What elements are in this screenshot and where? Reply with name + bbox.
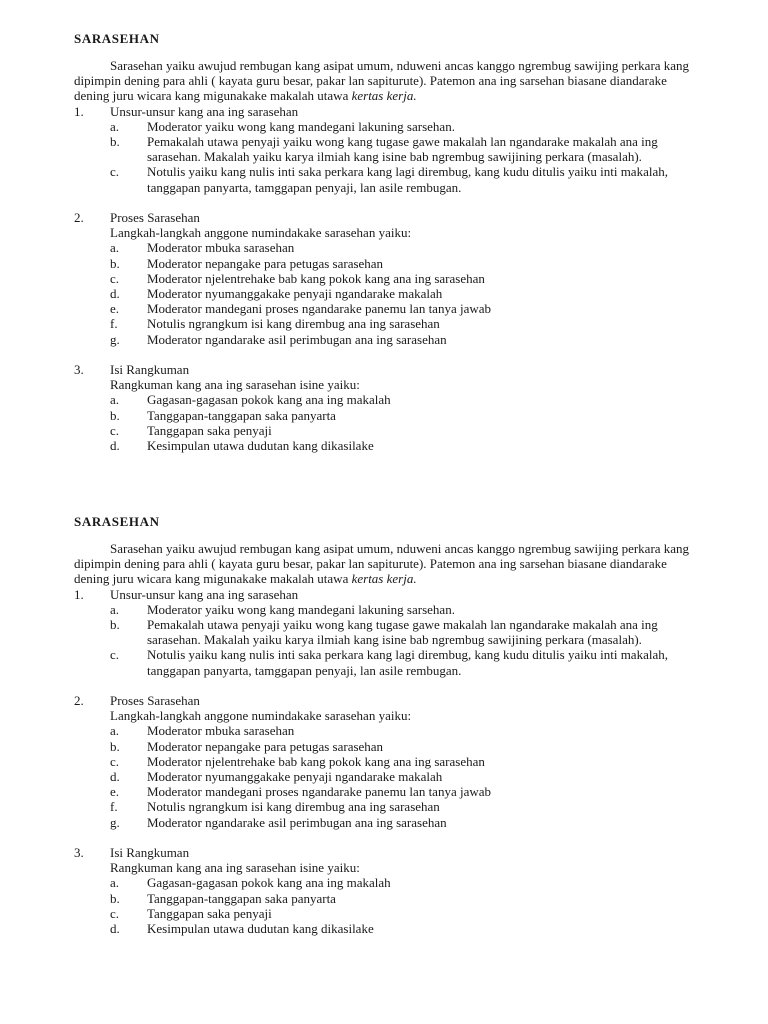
item-letter: c.	[110, 905, 120, 921]
list-item	[110, 891, 696, 906]
item-letter: d.	[110, 769, 120, 785]
list-item	[110, 739, 696, 754]
section-lead-text: Rangkuman kang ana ing sarasehan isine yaiku:	[110, 377, 360, 393]
document-title: SARASEHAN	[74, 31, 160, 46]
item-text: Notulis ngrangkum isi kang dirembug ana ing sarasehan	[147, 316, 440, 332]
section-heading	[74, 104, 696, 119]
list-item	[110, 602, 696, 617]
list-item	[110, 134, 696, 164]
item-letter: a.	[110, 118, 120, 134]
item-text: Notulis yaiku kang nulis inti saka perkara kang lagi dirembug, kang kudu ditulis yaiku inti makalah, tanggapan panyarta, tamggapan penyaji, lan asile rembugan.	[147, 164, 668, 195]
item-text: Moderator nepangake para petugas sarasehan	[147, 255, 384, 271]
section-title: Proses Sarasehan	[110, 693, 200, 709]
section-heading	[74, 210, 696, 225]
lettered-list	[74, 875, 696, 936]
numbered-section	[74, 587, 696, 678]
item-letter: b.	[110, 890, 120, 906]
item-text: Moderator mbuka sarasehan	[147, 723, 295, 739]
list-item	[110, 240, 696, 255]
document-title: SARASEHAN	[74, 514, 160, 529]
item-text: Tanggapan saka penyaji	[147, 905, 272, 921]
section-lead-text: Langkah-langkah anggone numindakake sarasehan yaiku:	[110, 708, 412, 724]
list-item	[110, 164, 696, 194]
item-letter: a.	[110, 240, 120, 256]
list-item	[110, 119, 696, 134]
item-letter: g.	[110, 331, 120, 347]
item-letter: a.	[110, 723, 120, 739]
list-item	[110, 286, 696, 301]
section-title: Isi Rangkuman	[110, 845, 190, 861]
numbered-section	[74, 693, 696, 830]
intro-paragraph	[74, 541, 696, 587]
list-item	[110, 815, 696, 830]
item-text: Moderator njelentrehake bab kang pokok kang ana ing sarasehan	[147, 753, 485, 769]
item-letter: g.	[110, 814, 120, 830]
numbered-section	[74, 845, 696, 936]
intro-italic-text: kertas kerja.	[351, 571, 417, 587]
list-item	[110, 875, 696, 890]
item-letter: b.	[110, 407, 120, 423]
item-text: Tanggapan-tanggapan saka panyarta	[147, 407, 336, 423]
item-letter: c.	[110, 270, 120, 286]
section-title: Isi Rangkuman	[110, 362, 190, 378]
article-block	[74, 514, 696, 936]
list-item	[110, 754, 696, 769]
intro-italic-text: kertas kerja.	[351, 88, 417, 104]
item-letter: f.	[110, 316, 118, 332]
section-heading	[74, 362, 696, 377]
section-title: Proses Sarasehan	[110, 210, 200, 226]
item-text: Pemakalah utawa penyaji yaiku wong kang tugase gawe makalah lan ngandarake makalah ana ing sarasehan. Makalah yaiku karya ilmiah kang isine bab ngrembug sawijining perkara (masalah).	[147, 134, 658, 165]
item-letter: c.	[110, 422, 120, 438]
item-text: Moderator mandegani proses ngandarake panemu lan tanya jawab	[147, 301, 492, 317]
item-text: Moderator mandegani proses ngandarake panemu lan tanya jawab	[147, 784, 492, 800]
item-letter: c.	[110, 753, 120, 769]
item-letter: b.	[110, 255, 120, 271]
section-lead-text: Rangkuman kang ana ing sarasehan isine yaiku:	[110, 860, 360, 876]
list-item	[110, 647, 696, 677]
list-item	[110, 271, 696, 286]
section-list	[74, 104, 696, 454]
list-item	[110, 301, 696, 316]
item-text: Kesimpulan utawa dudutan kang dikasilake	[147, 438, 374, 454]
item-letter: c.	[110, 164, 120, 180]
list-item	[110, 617, 696, 647]
section-number: 1.	[74, 103, 84, 119]
item-text: Gagasan-gagasan pokok kang ana ing makalah	[147, 875, 391, 891]
item-letter: a.	[110, 875, 120, 891]
item-letter: a.	[110, 392, 120, 408]
item-letter: f.	[110, 799, 118, 815]
section-title: Unsur-unsur kang ana ing sarasehan	[110, 586, 299, 602]
item-letter: c.	[110, 647, 120, 663]
item-text: Notulis ngrangkum isi kang dirembug ana ing sarasehan	[147, 799, 440, 815]
list-item	[110, 392, 696, 407]
item-text: Moderator njelentrehake bab kang pokok kang ana ing sarasehan	[147, 270, 485, 286]
section-number: 3.	[74, 845, 84, 861]
item-letter: d.	[110, 921, 120, 937]
item-text: Moderator nepangake para petugas sarasehan	[147, 738, 384, 754]
list-item	[110, 723, 696, 738]
article-block	[74, 31, 696, 453]
item-text: Pemakalah utawa penyaji yaiku wong kang tugase gawe makalah lan ngandarake makalah ana ing sarasehan. Makalah yaiku karya ilmiah kang isine bab ngrembug sawijining perkara (masalah).	[147, 617, 658, 648]
list-item	[110, 408, 696, 423]
item-text: Moderator yaiku wong kang mandegani lakuning sarsehan.	[147, 601, 455, 617]
lettered-list	[74, 392, 696, 453]
item-text: Moderator nyumanggakake penyaji ngandarake makalah	[147, 286, 443, 302]
item-letter: e.	[110, 784, 120, 800]
item-letter: a.	[110, 601, 120, 617]
item-text: Moderator nyumanggakake penyaji ngandarake makalah	[147, 769, 443, 785]
numbered-section	[74, 210, 696, 347]
item-letter: e.	[110, 301, 120, 317]
numbered-section	[74, 104, 696, 195]
item-text: Notulis yaiku kang nulis inti saka perkara kang lagi dirembug, kang kudu ditulis yaiku inti makalah, tanggapan panyarta, tamggapan penyaji, lan asile rembugan.	[147, 647, 668, 678]
item-text: Moderator yaiku wong kang mandegani lakuning sarsehan.	[147, 118, 455, 134]
list-item	[110, 921, 696, 936]
list-item	[110, 316, 696, 331]
list-item	[110, 769, 696, 784]
section-number: 3.	[74, 362, 84, 378]
item-text: Tanggapan-tanggapan saka panyarta	[147, 890, 336, 906]
list-item	[110, 784, 696, 799]
intro-paragraph	[74, 58, 696, 104]
lettered-list	[74, 723, 696, 829]
lettered-list	[74, 240, 696, 346]
section-heading	[74, 587, 696, 602]
list-item	[110, 256, 696, 271]
item-text: Moderator ngandarake asil perimbugan ana ing sarasehan	[147, 331, 447, 347]
section-list	[74, 587, 696, 937]
item-letter: b.	[110, 738, 120, 754]
numbered-section	[74, 362, 696, 453]
section-lead-text: Langkah-langkah anggone numindakake sarasehan yaiku:	[110, 225, 412, 241]
item-letter: b.	[110, 617, 120, 633]
item-text: Moderator mbuka sarasehan	[147, 240, 295, 256]
item-text: Kesimpulan utawa dudutan kang dikasilake	[147, 921, 374, 937]
item-text: Gagasan-gagasan pokok kang ana ing makalah	[147, 392, 391, 408]
item-letter: b.	[110, 134, 120, 150]
intro-text: Sarasehan yaiku awujud rembugan kang asipat umum, nduweni ancas kanggo ngrembug sawijing perkara kang dipimpin dening para ahli ( kayata guru besar, pakar lan sapiturute). Patemon ana ing sarsehan biasane diandarake dening juru wicara kang migunakake makalah utawa	[74, 58, 690, 104]
lettered-list	[74, 119, 696, 195]
section-heading	[74, 693, 696, 708]
list-item	[110, 799, 696, 814]
item-letter: d.	[110, 438, 120, 454]
section-title: Unsur-unsur kang ana ing sarasehan	[110, 103, 299, 119]
list-item	[110, 906, 696, 921]
item-text: Moderator ngandarake asil perimbugan ana ing sarasehan	[147, 814, 447, 830]
intro-text: Sarasehan yaiku awujud rembugan kang asipat umum, nduweni ancas kanggo ngrembug sawijing perkara kang dipimpin dening para ahli ( kayata guru besar, pakar lan sapiturute). Patemon ana ing sarsehan biasane diandarake dening juru wicara kang migunakake makalah utawa	[74, 541, 690, 587]
item-text: Tanggapan saka penyaji	[147, 422, 272, 438]
list-item	[110, 438, 696, 453]
section-heading	[74, 845, 696, 860]
list-item	[110, 332, 696, 347]
section-number: 2.	[74, 210, 84, 226]
item-letter: d.	[110, 286, 120, 302]
section-number: 2.	[74, 693, 84, 709]
list-item	[110, 423, 696, 438]
section-number: 1.	[74, 586, 84, 602]
lettered-list	[74, 602, 696, 678]
